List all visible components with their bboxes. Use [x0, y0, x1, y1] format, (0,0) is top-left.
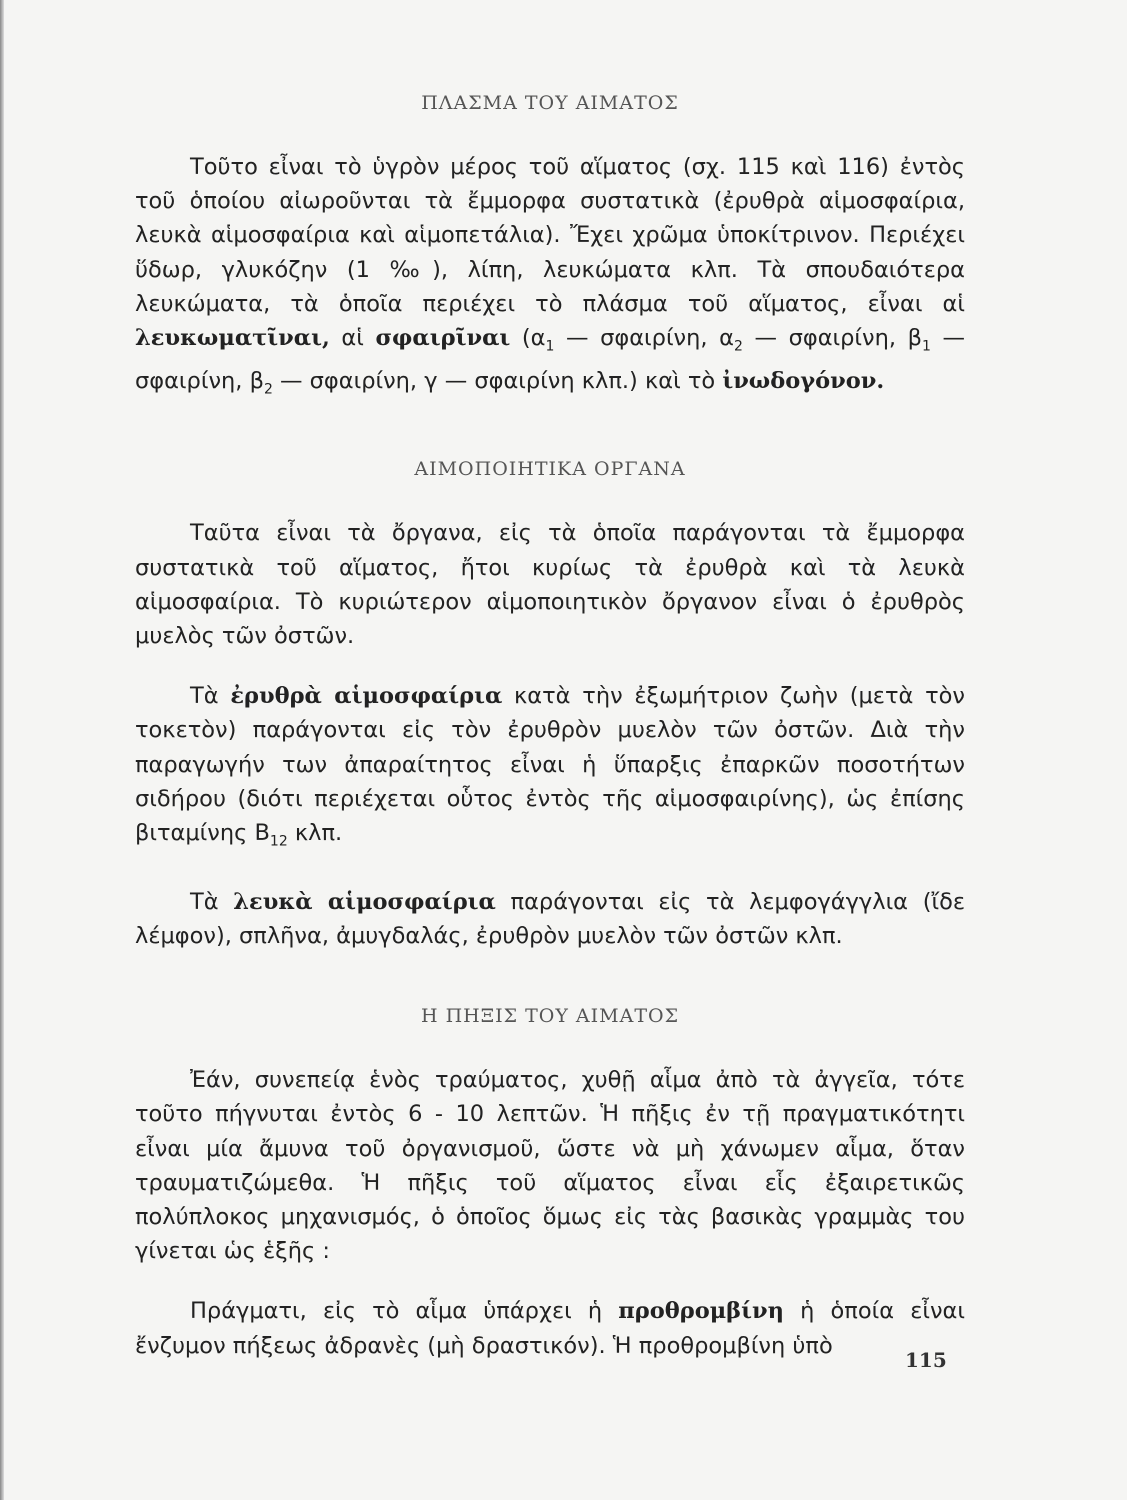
text-run: ἡ ὁποία εἶναι ἔνζυμον πήξεως ἀδρανὲς (μὴ δραστικόν). Ἡ προθρομβίνη ὑπὸ [135, 1298, 965, 1359]
text-run: — σφαιρίνη, α [554, 325, 734, 352]
term-red-blood-cells: ἐρυθρὰ αἱμοσφαίρια [230, 683, 503, 710]
text-run: Πράγματι, εἰς τὸ αἷμα ὑπάρχει ἡ [190, 1298, 619, 1325]
section-heading-hematopoietic: ΑΙΜΟΠΟΙΗΤΙΚΑ ΟΡΓΑΝΑ [414, 458, 686, 481]
text-run: — σφαιρίνη, β [742, 325, 922, 352]
text-run: (α [510, 325, 546, 352]
text-run: Τοῦτο εἶναι τὸ ὑγρὸν μέρος τοῦ αἵματος (σχ. 115 καὶ 116) ἐντὸς τοῦ ὁποίου αἰωροῦνται τὰ ἔμμορφα συστατικὰ (ἐρυθρὰ αἱμοσφαίρια, λευκὰ αἱμοσφαίρια καὶ αἱμοπετάλια). Ἔχει χρῶμα ὑποκίτρινον. Περιέχει ὕδωρ, γλυκόζην (1 ‰), λίπη, λευκώματα κλπ. Τὰ σπουδαιότερα λευκώματα, τὰ ὁποῖα περιέχει τὸ πλάσμα τοῦ αἵματος, εἶναι αἱ [135, 154, 965, 317]
paragraph-coagulation: Ἐάν, συνεπείᾳ ἑνὸς τραύματος, χυθῇ αἷμα ἀπὸ τὰ ἀγγεῖα, τότε τοῦτο πήγνυται ἐντὸς 6 - 10 λεπτῶν. Ἡ πῆξις ἐν τῇ πραγματικότητι εἶναι μία ἄμυνα τοῦ ὀργανισμοῦ, ὥστε νὰ μὴ χάνωμεν αἷμα, ὅταν τραυματιζώμεθα. Ἡ πῆξις τοῦ αἵματος εἶναι εἷς ἐξαιρετικῶς πολύπλοκος μηχανισμός, ὁ ὁποῖος ὅμως εἰς τὰς βασικὰς γραμμὰς του γίνεται ὡς ἑξῆς : [135, 1067, 965, 1265]
paragraph-plasma [135, 150, 965, 406]
subscript: 1 [545, 338, 555, 355]
paragraph-white-cells [135, 885, 965, 953]
text-run: κλπ. [287, 820, 343, 847]
page-number: 115 [905, 1348, 947, 1372]
term-leukomatinai: λευκωματῖναι, [135, 325, 330, 352]
text-run: — σφαιρίνη, β [135, 325, 966, 394]
section-coagulation [135, 1005, 965, 1363]
text-run: Τὰ [190, 888, 234, 915]
section-heading-coagulation: Η ΠΗΞΙΣ ΤΟΥ ΑΙΜΑΤΟΣ [420, 1005, 679, 1028]
text-run: — σφαιρίνη, γ — σφαιρίνη κλπ.) καὶ τὸ [272, 367, 723, 394]
text-run: αἱ [329, 325, 376, 352]
page-spine-shadow [0, 0, 4, 1500]
paragraph-prothrombin [135, 1294, 965, 1362]
term-prothrombin: προθρομβίνη [618, 1298, 784, 1325]
section-hematopoietic [135, 458, 965, 953]
subscript: 12 [269, 833, 288, 850]
term-sfairinai: σφαιρῖναι [375, 325, 511, 352]
subscript: 2 [263, 381, 273, 398]
page-content [135, 92, 965, 1363]
section-heading-plasma: ΠΛΑΣΜΑ ΤΟΥ ΑΙΜΑΤΟΣ [421, 92, 679, 114]
paragraph-organs: Ταῦτα εἶναι τὰ ὄργανα, εἰς τὰ ὁποῖα παράγονται τὰ ἔμμορφα συστατικὰ τοῦ αἵματος, ἤτοι κυρίως τὰ ἐρυθρὰ καὶ τὰ λευκὰ αἱμοσφαίρια. Τὸ κυριώτερον αἱμοποιητικὸν ὄργανον εἶναι ὁ ἐρυθρὸς μυελὸς τῶν ὀστῶν. [135, 520, 965, 650]
text-run: Τὰ [190, 683, 231, 710]
paragraph-red-cells [135, 679, 965, 859]
term-white-blood-cells: λευκὰ αἱμοσφαίρια [233, 888, 496, 915]
term-inodogonon: ἰνωδογόνον. [722, 367, 885, 394]
subscript: 1 [921, 338, 931, 355]
text-run: παράγονται εἰς τὰ λεμφογάγγλια (ἴδε λέμφον), σπλῆνα, ἀμυγδαλάς, ἐρυθρὸν μυελὸν τῶν ὀστῶν κλπ. [135, 888, 966, 949]
text-run: κατὰ τὴν ἐξωμήτριον ζωὴν (μετὰ τὸν τοκετὸν) παράγονται εἰς τὸν ἐρυθρὸν μυελὸν τῶν ὀστῶν. Διὰ τὴν παραγωγήν των ἀπαραίτητος εἶναι ἡ ὕπαρξις ἐπαρκῶν ποσοτήτων σιδήρου (διότι περιέχεται οὗτος ἐντὸς τῆς αἱμοσφαιρίνης), ὡς ἐπίσης βιταμίνης Β [135, 683, 965, 847]
subscript: 2 [733, 338, 743, 355]
